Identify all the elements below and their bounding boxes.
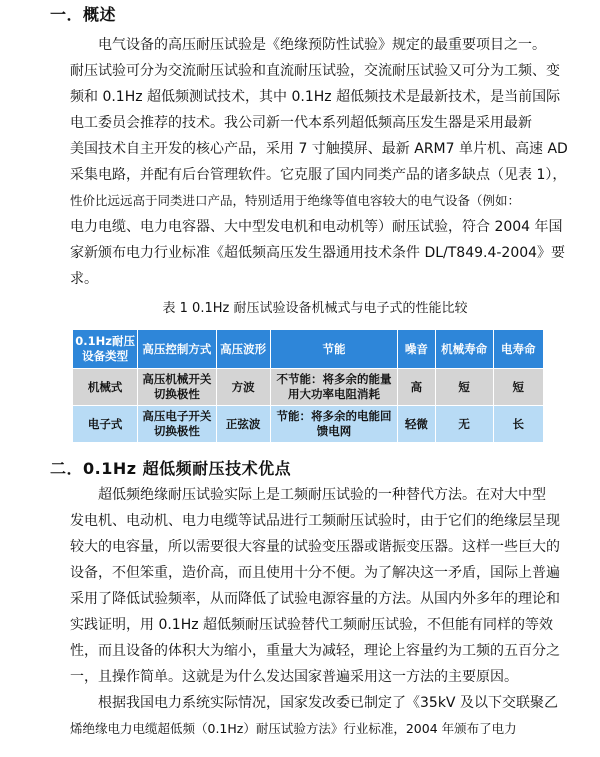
paragraph-line: 耐压试验可分为交流耐压试验和直流耐压试验，交流耐压试验又可分为工频、变 bbox=[70, 63, 560, 79]
table-cell: 高压机械开关切换极性 bbox=[138, 369, 216, 406]
table-cell: 电子式 bbox=[73, 406, 138, 443]
section-heading-advantages: 二．0.1Hz 超低频耐压技术优点 bbox=[50, 459, 292, 478]
paragraph-line: 发电机、电动机、电力电缆等试品进行工频耐压试验时，由于它们的绝缘层呈现 bbox=[70, 513, 560, 529]
section-heading-overview: 一．概述 bbox=[50, 5, 117, 24]
header-cell: 噪音 bbox=[398, 330, 435, 369]
paragraph-line: 实践证明，用 0.1Hz 超低频耐压试验替代工频耐压试验，不但能有同样的等效 bbox=[70, 617, 554, 633]
paragraph-line: 性，而且设备的体积大为缩小，重量大为减轻，理论上容量约为工频的五百分之 bbox=[70, 643, 560, 659]
paragraph-line: 设备，不但笨重，造价高，而且使用十分不便。为了解决这一矛盾，国际上普遍 bbox=[70, 565, 560, 581]
table-cell: 长 bbox=[493, 406, 543, 443]
paragraph-line: 求。 bbox=[70, 271, 98, 287]
table-cell: 不节能：将多余的能量用大功率电阻消耗 bbox=[270, 369, 398, 406]
paragraph-line: 采用了降低试验频率，从而降低了试验电源容量的方法。从国内外多年的理论和 bbox=[70, 591, 560, 607]
paragraph-line: 根据我国电力系统实际情况，国家发改委已制定了《35kV 及以下交联聚乙 bbox=[98, 695, 558, 711]
table-cell: 短 bbox=[493, 369, 543, 406]
table-cell: 轻微 bbox=[398, 406, 435, 443]
paragraph-line: 较大的电容量，所以需要很大容量的试验变压器或谐振变压器。这样一些巨大的 bbox=[70, 539, 560, 555]
paragraph-line: 美国技术自主开发的核心产品，采用 7 寸触摸屏、最新 ARM7 单片机、高速 AD bbox=[70, 141, 568, 157]
table-header-row bbox=[73, 330, 544, 369]
table-cell: 高 bbox=[398, 369, 435, 406]
table-cell: 无 bbox=[435, 406, 493, 443]
header-cell: 电寿命 bbox=[493, 330, 543, 369]
table-cell: 机械式 bbox=[73, 369, 138, 406]
table-row bbox=[73, 369, 544, 406]
table-cell: 节能：将多余的电能回馈电网 bbox=[270, 406, 398, 443]
comparison-table bbox=[72, 329, 544, 443]
paragraph-line: 性价比远远高于同类进口产品，特别适用于绝缘等值电容较大的电气设备（例如： bbox=[70, 193, 521, 208]
overview-paragraph bbox=[70, 32, 568, 292]
paragraph-line: 超低频绝缘耐压试验实际上是工频耐压试验的一种替代方法。在对大中型 bbox=[98, 487, 546, 503]
table-cell: 短 bbox=[435, 369, 493, 406]
header-cell: 高压波形 bbox=[216, 330, 270, 369]
table-row bbox=[73, 406, 544, 443]
paragraph-line: 电工委员会推荐的技术。我公司新一代本系列超低频高压发生器是采用最新 bbox=[70, 115, 532, 131]
header-cell: 高压控制方式 bbox=[138, 330, 216, 369]
header-cell: 机械寿命 bbox=[435, 330, 493, 369]
paragraph-line: 家新颁布电力行业标准《超低频高压发生器通用技术条件 DL/T849.4-2004》要 bbox=[70, 245, 566, 261]
table-cell: 正弦波 bbox=[216, 406, 270, 443]
advantages-paragraph bbox=[70, 482, 560, 742]
paragraph-line: 频和 0.1Hz 超低频测试技术，其中 0.1Hz 超低频技术是最新技术，是当前国际 bbox=[70, 89, 561, 105]
paragraph-line: 电气设备的高压耐压试验是《绝缘预防性试验》规定的最重要项目之一。 bbox=[98, 37, 546, 53]
table-caption: 表 1 0.1Hz 耐压试验设备机械式与电子式的性能比较 bbox=[162, 301, 468, 316]
table-cell: 高压电子开关切换极性 bbox=[138, 406, 216, 443]
paragraph-line: 烯绝缘电力电缆超低频（0.1Hz）耐压试验方法》行业标准，2004 年颁布了电力 bbox=[70, 721, 517, 736]
paragraph-line: 电力电缆、电力电容器、大中型发电机和电动机等）耐压试验，符合 2004 年国 bbox=[70, 219, 563, 235]
header-cell: 0.1Hz耐压设备类型 bbox=[73, 330, 138, 369]
header-cell: 节能 bbox=[270, 330, 398, 369]
table-cell: 方波 bbox=[216, 369, 270, 406]
paragraph-line: 一，且操作简单。这就是为什么发达国家普遍采用这一方法的主要原因。 bbox=[70, 669, 518, 685]
paragraph-line: 采集电路，并配有后台管理软件。它克服了国内同类产品的诸多缺点（见表 1）， bbox=[70, 167, 567, 183]
